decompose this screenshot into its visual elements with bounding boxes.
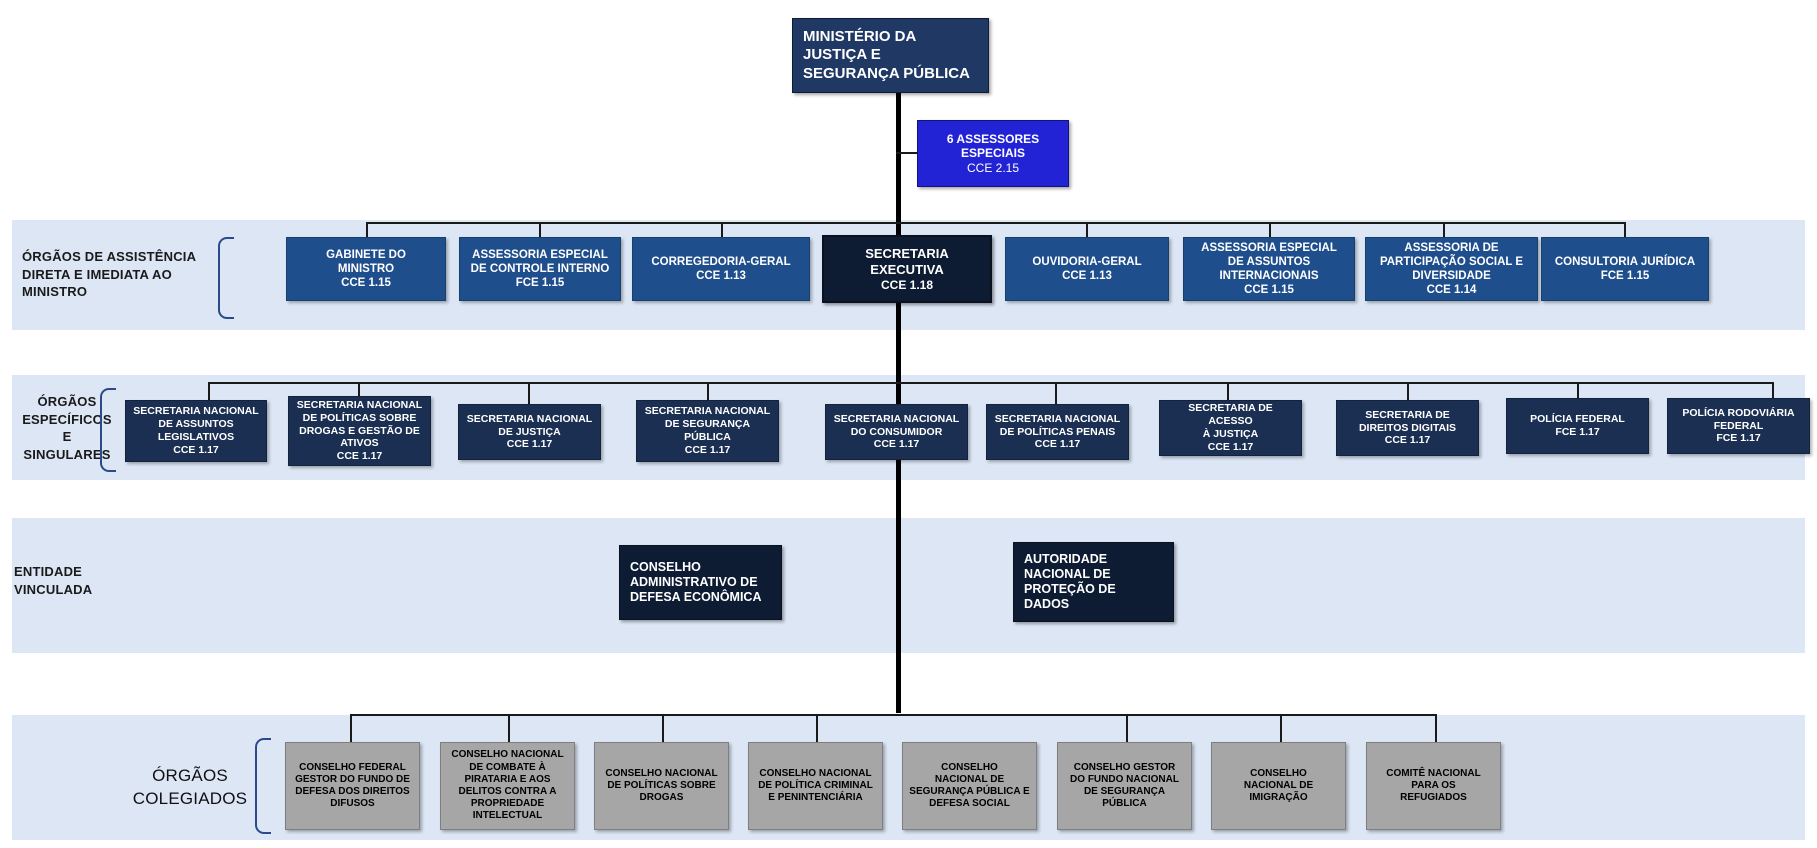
band-label-especificos: ÓRGÃOS ESPECÍFICOS E SINGULARES <box>22 394 112 462</box>
node-secretaria-nacional-justica[interactable]: SECRETARIA NACIONAL DE JUSTIÇA CCE 1.17 <box>458 404 601 460</box>
node-secretaria-politicas-drogas[interactable]: SECRETARIA NACIONAL DE POLÍTICAS SOBRE DROGAS E GESTÃO DE ATIVOS CCE 1.17 <box>288 396 431 466</box>
node-policia-rodoviaria-federal[interactable]: POLÍCIA RODOVIÁRIA FEDERAL FCE 1.17 <box>1667 398 1810 454</box>
node-ministerio[interactable]: MINISTÉRIO DA JUSTIÇA E SEGURANÇA PÚBLICA <box>792 18 989 93</box>
band-label-entidade: ENTIDADE VINCULADA <box>14 564 93 597</box>
node-ouvidoria-geral[interactable]: OUVIDORIA-GERAL CCE 1.13 <box>1005 237 1169 301</box>
node-conselho-gestor-fundo-seguranca[interactable]: CONSELHO GESTOR DO FUNDO NACIONAL DE SEGURANÇA PÚBLICA <box>1057 742 1192 830</box>
node-cade[interactable]: CONSELHO ADMINISTRATIVO DE DEFESA ECONÔMICA <box>619 545 782 620</box>
colegiados-drop-1 <box>350 714 352 742</box>
node-assessoria-especial-controle-interno[interactable]: ASSESSORIA ESPECIAL DE CONTROLE INTERNO FCE 1.15 <box>459 237 621 301</box>
band-label-assistencia: ÓRGÃOS DE ASSISTÊNCIA DIRETA E IMEDIATA AO MINISTRO <box>22 249 196 300</box>
node-secretaria-assuntos-legislativos[interactable]: SECRETARIA NACIONAL DE ASSUNTOS LEGISLATIVOS CCE 1.17 <box>125 400 267 462</box>
node-policia-federal[interactable]: POLÍCIA FEDERAL FCE 1.17 <box>1506 398 1649 454</box>
band-entidade <box>12 518 1805 653</box>
assistencia-bus <box>366 222 1624 224</box>
node-secretaria-direitos-digitais[interactable]: SECRETARIA DE DIREITOS DIGITAIS CCE 1.17 <box>1336 400 1479 456</box>
node-assessores-especiais[interactable]: 6 ASSESSORES ESPECIAIS CCE 2.15 <box>917 120 1069 187</box>
bracket-assistencia <box>218 237 234 319</box>
colegiados-drop-2 <box>508 714 510 742</box>
colegiados-drop-7 <box>1280 714 1282 742</box>
colegiados-bus <box>350 714 1435 716</box>
especificos-drop-6 <box>1055 382 1057 404</box>
especificos-drop-3 <box>528 382 530 404</box>
node-consultoria-juridica[interactable]: CONSULTORIA JURÍDICA FCE 1.15 <box>1541 237 1709 301</box>
node-conselho-politica-criminal[interactable]: CONSELHO NACIONAL DE POLÍTICA CRIMINAL E PENINTENCIÁRIA <box>748 742 883 830</box>
node-secretaria-politicas-penais[interactable]: SECRETARIA NACIONAL DE POLÍTICAS PENAIS CCE 1.17 <box>986 404 1129 460</box>
node-conselho-fundo-direitos-difusos[interactable]: CONSELHO FEDERAL GESTOR DO FUNDO DE DEFESA DOS DIREITOS DIFUSOS <box>285 742 420 830</box>
advisors-connector <box>896 152 918 154</box>
colegiados-drop-4 <box>816 714 818 742</box>
node-assessoria-assuntos-internacionais[interactable]: ASSESSORIA ESPECIAL DE ASSUNTOS INTERNACIONAIS CCE 1.15 <box>1183 237 1355 301</box>
node-secretaria-acesso-justica[interactable]: SECRETARIA DE ACESSO À JUSTIÇA CCE 1.17 <box>1159 400 1302 456</box>
colegiados-drop-3 <box>662 714 664 742</box>
node-corregedoria-geral[interactable]: CORREGEDORIA-GERAL CCE 1.13 <box>632 237 810 301</box>
colegiados-drop-8 <box>1435 714 1437 742</box>
node-secretaria-executiva[interactable]: SECRETARIA EXECUTIVA CCE 1.18 <box>822 235 992 303</box>
node-anpd[interactable]: AUTORIDADE NACIONAL DE PROTEÇÃO DE DADOS <box>1013 542 1174 622</box>
trunk-line <box>896 93 901 713</box>
node-conselho-nacional-imigracao[interactable]: CONSELHO NACIONAL DE IMIGRAÇÃO <box>1211 742 1346 830</box>
node-conselho-politicas-drogas[interactable]: CONSELHO NACIONAL DE POLÍTICAS SOBRE DROGAS <box>594 742 729 830</box>
bracket-especificos <box>100 388 116 472</box>
bracket-colegiados <box>255 738 271 834</box>
colegiados-drop-6 <box>1126 714 1128 742</box>
node-secretaria-consumidor[interactable]: SECRETARIA NACIONAL DO CONSUMIDOR CCE 1.17 <box>825 404 968 460</box>
node-assessoria-participacao-social[interactable]: ASSESSORIA DE PARTICIPAÇÃO SOCIAL E DIVERSIDADE CCE 1.14 <box>1365 237 1538 301</box>
especificos-bus <box>208 382 1772 384</box>
node-gabinete-do-ministro[interactable]: GABINETE DO MINISTRO CCE 1.15 <box>286 237 446 301</box>
node-conselho-seguranca-publica-defesa-social[interactable]: CONSELHO NACIONAL DE SEGURANÇA PÚBLICA E DEFESA SOCIAL <box>902 742 1037 830</box>
node-comite-nacional-refugiados[interactable]: COMITÊ NACIONAL PARA OS REFUGIADOS <box>1366 742 1501 830</box>
node-secretaria-seguranca-publica[interactable]: SECRETARIA NACIONAL DE SEGURANÇA PÚBLICA CCE 1.17 <box>636 400 779 462</box>
band-label-colegiados: ÓRGÃOS COLEGIADOS <box>132 766 248 808</box>
node-conselho-combate-pirataria[interactable]: CONSELHO NACIONAL DE COMBATE À PIRATARIA E AOS DELITOS CONTRA A PROPRIEDADE INTELECTUAL <box>440 742 575 830</box>
